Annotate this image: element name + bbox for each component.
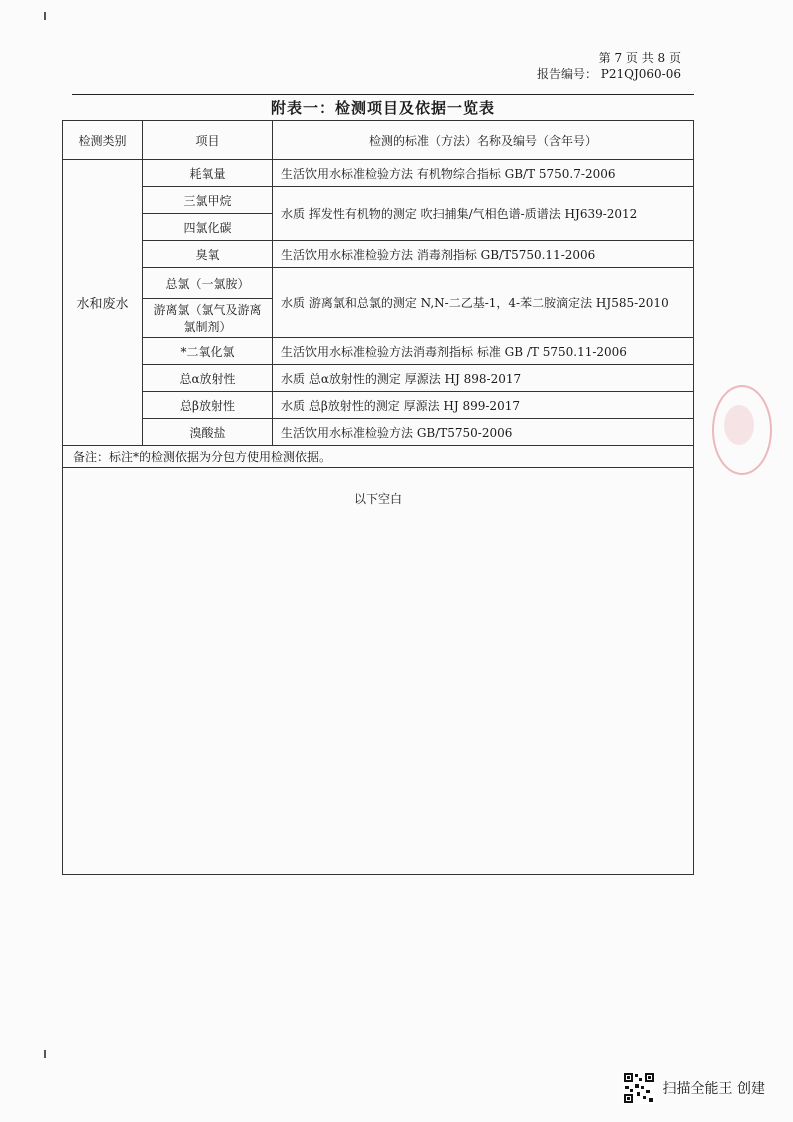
standard-cell: 生活饮用水标准检验方法 有机物综合指标 GB/T 5750.7-2006 [273,160,694,187]
table-header-row [63,121,694,160]
item-cell: 溴酸盐 [143,419,273,446]
item-cell: 臭氧 [143,241,273,268]
item-cell: 游离氯（氯气及游离氯制剂） [143,299,273,338]
standard-cell: 生活饮用水标准检验方法 消毒剂指标 GB/T5750.11-2006 [273,241,694,268]
header-item: 项目 [143,121,273,160]
qr-code-icon [623,1072,655,1104]
blank-marker: 以下空白 [353,492,402,506]
table-row [63,241,694,268]
item-cell: 四氯化碳 [143,214,273,241]
standard-cell: 生活饮用水标准检验方法消毒剂指标 标准 GB /T 5750.11-2006 [273,338,694,365]
scanner-watermark [623,1072,765,1104]
item-cell: 总氯（一氯胺） [143,268,273,299]
category-cell: 水和废水 [63,160,143,446]
item-cell: 总β放射性 [143,392,273,419]
page-header [537,50,681,82]
table-row [63,365,694,392]
standard-cell: 水质 挥发性有机物的测定 吹扫捕集/气相色谱-质谱法 HJ639-2012 [273,187,694,241]
item-cell: *二氧化氯 [143,338,273,365]
binding-mark [44,12,46,20]
item-cell: 三氯甲烷 [143,187,273,214]
red-seal-stamp [712,385,772,475]
header-category: 检测类别 [63,121,143,160]
note-row [63,446,694,468]
table-row [63,160,694,187]
document-title: 附表一：检测项目及依据一览表 [270,99,495,117]
table-row [63,338,694,365]
binding-mark [44,1050,46,1058]
table-row [63,419,694,446]
test-items-table [62,120,694,468]
report-number: 报告编号： P21QJ060-06 [536,67,681,81]
table-row [63,187,694,214]
page-number: 第 7 页 共 8 页 [598,51,681,65]
item-cell: 总α放射性 [143,365,273,392]
table-row [63,392,694,419]
standard-cell: 水质 总β放射性的测定 厚源法 HJ 899-2017 [273,392,694,419]
item-cell: 耗氧量 [143,160,273,187]
standard-cell: 水质 游离氯和总氯的测定 N,N-二乙基-1，4-苯二胺滴定法 HJ585-2010 [273,268,694,338]
table-note: 备注：标注*的检测依据为分包方使用检测依据。 [63,446,694,468]
table-row [63,268,694,299]
title-rule [72,94,694,95]
standard-cell: 生活饮用水标准检验方法 GB/T5750-2006 [273,419,694,446]
standard-cell: 水质 总α放射性的测定 厚源法 HJ 898-2017 [273,365,694,392]
scanner-brand-text: 扫描全能王 创建 [662,1081,765,1097]
header-standard: 检测的标准（方法）名称及编号（含年号） [273,121,694,160]
